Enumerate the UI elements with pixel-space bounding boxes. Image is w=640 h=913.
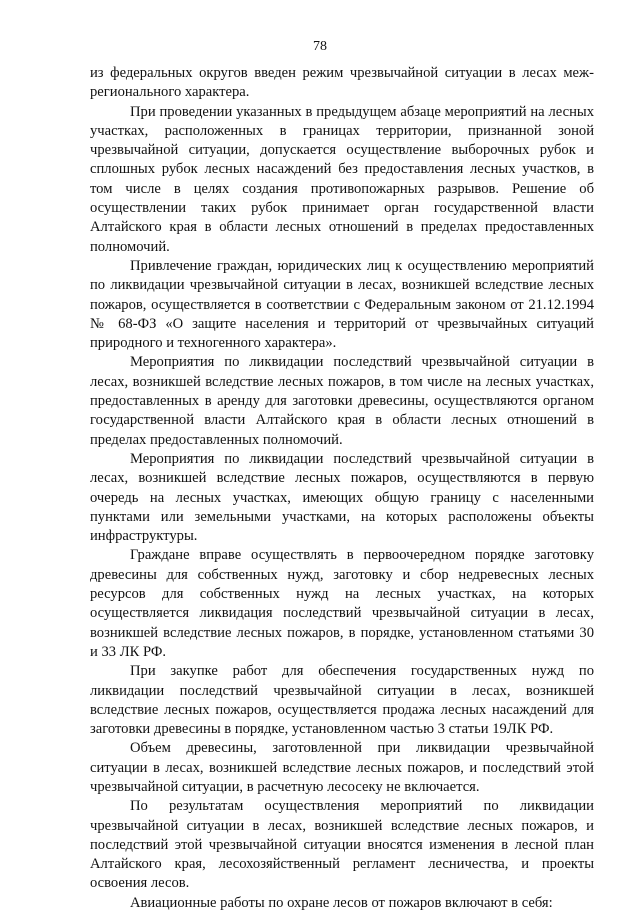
paragraph-1: из федеральных округов введен режим чрезвычайной ситуации в лесах межрегионального характера.: [90, 65, 594, 101]
paragraph-5: Мероприятия по ликвидации последствий чрезвычайной ситуации в лесах, возникшей вследствие лесных пожаров, осуществляются в первую очередь на лесных участках, имеющих общую границу с населенными пунктами или земельными участками, на которых расположены объекты инфраструктуры.: [90, 450, 594, 545]
page-number: 78: [313, 39, 327, 54]
paragraph-2: При проведении указанных в предыдущем абзаце мероприятий на лесных участках, расположенных в границах территории, признанной зоной чрезвычайной ситуации, допускается осуществление выборочных рубок и сплошных рубок лесных насаждений без предоставления лесных участков, в том числе в целях создания противопожарных разрывов. Решение об осуществлении таких рубок принимает орган государственной власти Алтайского края в области лесных отношений в пределах предоставленных полномочий.: [90, 103, 594, 255]
paragraph-9: По результатам осуществления мероприятий по ликвидации чрезвычайной ситуации в лесах, возникшей вследствие лесных пожаров, и последствий этой чрезвычайной ситуации вносятся изменения в лесной план Алтайского края, лесохозяйственный регламент лесничества, и проекты освоения лесов.: [90, 798, 594, 892]
paragraph-3: Привлечение граждан, юридических лиц к осуществлению мероприятий по ликвидации чрезвычайной ситуации в лесах, возникшей вследствие лесных пожаров, осуществляется в соответствии с Федеральным законом от 21.12.1994 № 68-ФЗ «О защите населения и территорий от чрезвычайных ситуаций природного и техногенного характера».: [90, 257, 594, 352]
paragraph-4: Мероприятия по ликвидации последствий чрезвычайной ситуации в лесах, возникшей вследствие лесных пожаров, в том числе на лесных участках, предоставленных в аренду для заготовки древесины, осуществляются органом государственной власти Алтайского края в области лесных отношений в пределах предоставленных полномочий.: [90, 354, 594, 448]
paragraph-7: При закупке работ для обеспечения государственных нужд по ликвидации последствий чрезвычайной ситуации в лесах, возникшей вследствие лесных пожаров, осуществляется продажа лесных насаждений для заготовки древесины в порядке, установленном частью 3 статьи 19ЛК РФ.: [90, 663, 594, 738]
paragraph-10: Авиационные работы по охране лесов от пожаров включают в себя:: [130, 894, 553, 911]
paragraph-6: Граждане вправе осуществлять в первоочередном порядке заготовку древесины для собственных нужд, заготовку и сбор недревесных лесных ресурсов для собственных нужд на лесных участках, на которых осуществляется ликвидация последствий чрезвычайной ситуации в лесах, возникшей вследствие лесных пожаров, в порядке, установленном статьями 30 и 33 ЛК РФ.: [90, 547, 594, 660]
document-body: [90, 64, 594, 913]
paragraph-8: Объем древесины, заготовленной при ликвидации чрезвычайной ситуации в лесах, возникшей вследствие лесных пожаров, и последствий этой чрезвычайной ситуации, в расчетную лесосеку не включается.: [90, 740, 594, 795]
